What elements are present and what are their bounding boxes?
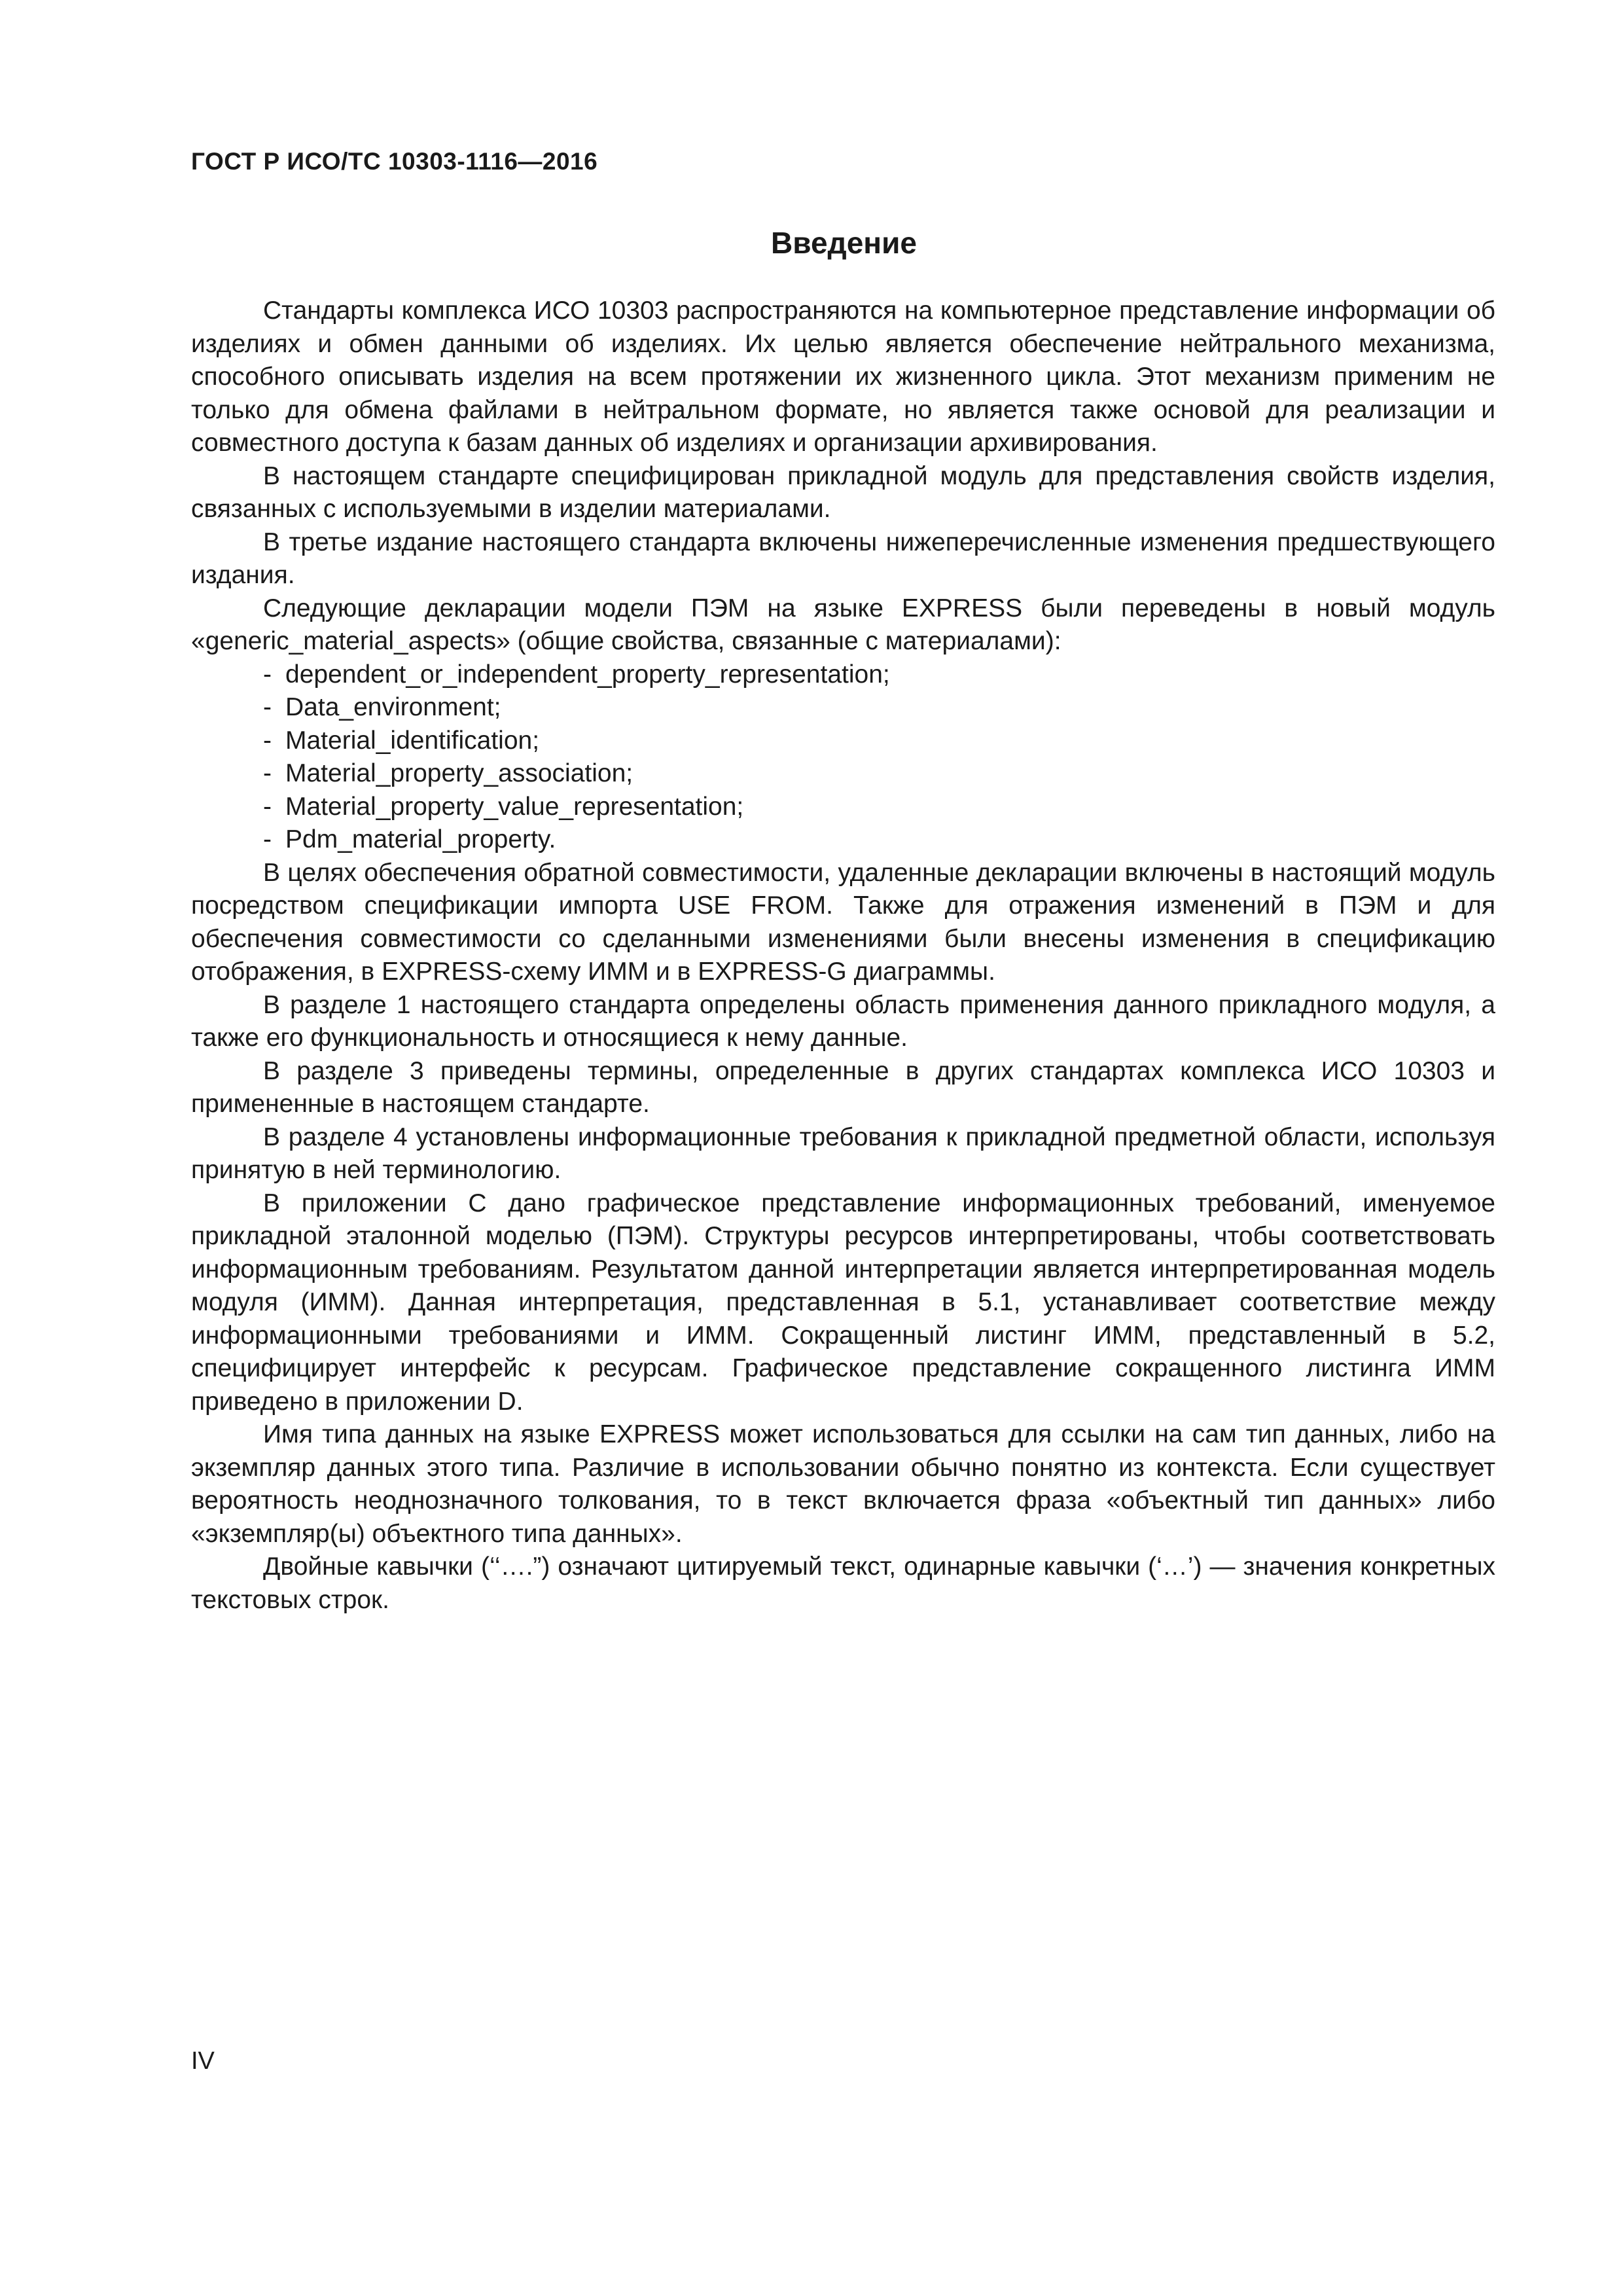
paragraph-section-4: В разделе 4 установлены информационные требования к прикладной предметной области, используя принятую в ней терминологию. (191, 1122, 1495, 1184)
paragraph-scope: Стандарты комплекса ИСО 10303 распространяются на компьютерное представление информации об изделиях и обмен данными об изделиях. Их целью является обеспечение нейтрального механизма, способного описывать изделия на всем протяжении их жизненного цикла. Этот механизм применим не только для обмена файлами в нейтральном формате, но является также основой для реализации и совместного доступа к базам данных об изделиях и организации архивирования. (191, 296, 1495, 457)
body-text (191, 295, 1495, 1617)
paragraph-declarations-intro: Следующие декларации модели ПЭМ на языке EXPRESS были переведены в новый модуль «generic_material_aspects» (общие свойства, связанные с материалами): (191, 594, 1495, 655)
paragraph-express-types: Имя типа данных на языке EXPRESS может использоваться для ссылки на сам тип данных, либо на экземпляр данных этого типа. Различие в использовании обычно понятно из контекста. Если существует вероятность неоднозначного толкования, то в текст включается фраза «объектный тип данных» либо «экземпляр(ы) объектного типа данных». (191, 1420, 1495, 1548)
list-item-text: Material_property_value_representation; (285, 792, 744, 821)
list-dash: - (263, 825, 272, 853)
list-item (191, 691, 1495, 725)
paragraph-compatibility: В целях обеспечения обратной совместимости, удаленные декларации включены в настоящий модуль посредством спецификации импорта USE FROM. Также для отражения изменений в ПЭМ и для обеспечения совместимости со сделанными изменениями были внесены изменения в спецификацию отображения, в EXPRESS-схему ИММ и в EXPRESS-G диаграммы. (191, 858, 1495, 986)
list-dash: - (263, 660, 272, 689)
paragraph-section-3: В разделе 3 приведены термины, определенные в других стандартах комплекса ИСО 10303 и примененные в настоящем стандарте. (191, 1056, 1495, 1118)
list-item (191, 725, 1495, 758)
list-item (191, 823, 1495, 857)
list-item-text: Pdm_material_property. (285, 825, 556, 853)
document-header: ГОСТ Р ИСО/ТС 10303-1116—2016 (191, 148, 598, 175)
page-number: IV (191, 2047, 215, 2075)
paragraph-quotes: Двойные кавычки (‘‘….”) означают цитируемый текст, одинарные кавычки (‘…’) — значения конкретных текстовых строк. (191, 1552, 1495, 1614)
list-item-text: dependent_or_independent_property_representation; (285, 660, 890, 689)
list-item (191, 757, 1495, 791)
list-dash: - (263, 759, 272, 787)
paragraph-section-1: В разделе 1 настоящего стандарта определены область применения данного прикладного модуля, а также его функциональность и относящиеся к нему данные. (191, 990, 1495, 1052)
list-dash: - (263, 792, 272, 821)
paragraph-module-purpose: В настоящем стандарте специфицирован прикладной модуль для представления свойств изделия, связанных с используемыми в изделии материалами. (191, 461, 1495, 523)
list-dash: - (263, 693, 272, 721)
list-item-text: Data_environment; (285, 693, 501, 721)
list-dash: - (263, 726, 272, 755)
paragraph-annex-c: В приложении С дано графическое представление информационных требований, именуемое прикладной эталонной моделью (ПЭМ). Структуры ресурсов интерпретированы, чтобы соответствовать информационным требованиям. Результатом данной интерпретации является интерпретированная модель модуля (ИММ). Данная интерпретация, представленная в 5.1, устанавливает соответствие между информационными требованиями и ИММ. Сокращенный листинг ИММ, представленный в 5.2, специфицирует интерфейс к ресурсам. Графическое представление сокращенного листинга ИММ приведено в приложении D. (191, 1189, 1495, 1416)
paragraph-edition-changes: В третье издание настоящего стандарта включены нижеперечисленные изменения предшествующего издания. (191, 528, 1495, 589)
section-title: Введение (771, 226, 917, 260)
list-item-text: Material_property_association; (285, 759, 633, 787)
list-item-text: Material_identification; (285, 726, 540, 755)
list-item (191, 658, 1495, 692)
list-item (191, 791, 1495, 824)
declarations-list (191, 658, 1495, 857)
